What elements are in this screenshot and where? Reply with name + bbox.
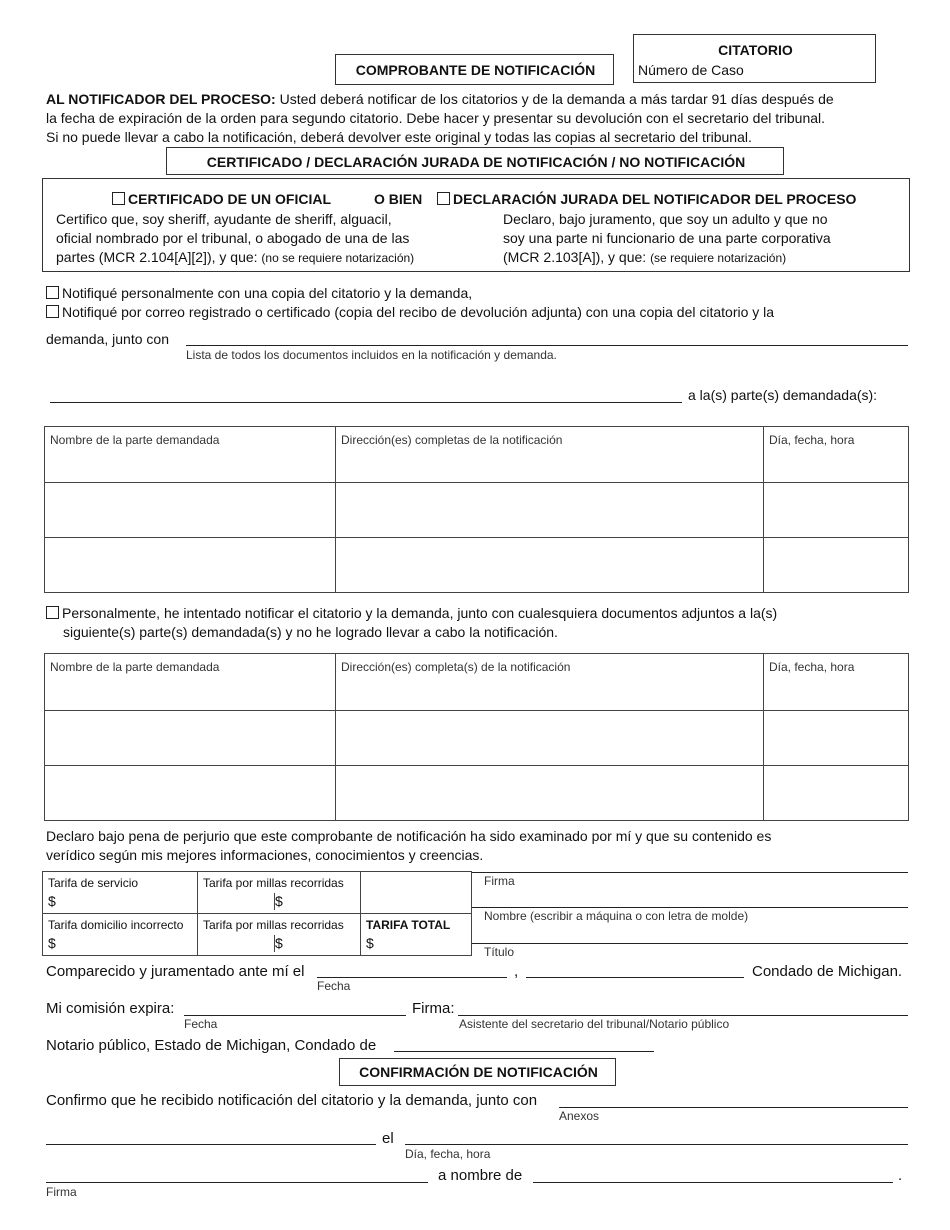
table-row (43, 872, 472, 914)
personal-service-option (46, 285, 472, 301)
notary-public-label: Notario público, Estado de Michigan, Condado de (46, 1037, 377, 1054)
proof-of-service-title-box (335, 54, 614, 85)
instructions-line3: Si no puede llevar a cabo la notificación, deberá devolver este original y todas las copias al secretario del tribunal. (46, 129, 752, 145)
mail-service-option (46, 304, 774, 320)
incorrect-address-fee-label: Tarifa domicilio incorrecto (48, 918, 184, 932)
table-header-date: Día, fecha, hora (764, 427, 909, 483)
period: . (898, 1167, 903, 1184)
server-note: (se requiere notarización) (650, 251, 787, 265)
total-fee-currency: $ (366, 935, 374, 951)
attempted-line2: siguiente(s) parte(s) demandada(s) y no he logrado llevar a cabo la notificación. (63, 624, 558, 640)
total-fee-cell[interactable] (361, 914, 472, 956)
acknowledgment-signature-line[interactable] (46, 1182, 428, 1183)
officer-heading (112, 191, 331, 207)
acknowledgment-title-box (339, 1058, 616, 1086)
acknowledgment-title: CONFIRMACIÓN DE NOTIFICACIÓN (359, 1064, 598, 1080)
county-michigan-label: Condado de Michigan. (752, 963, 903, 980)
day-date-time-caption: Día, fecha, hora (405, 1147, 491, 1161)
instructions-line2: la fecha de expiración de la orden para segundo citatorio. Debe hacer y presentar su devolución con el secretario del tribunal. (46, 110, 826, 126)
case-number-label: Número de Caso (638, 62, 744, 78)
table-cell[interactable] (45, 483, 336, 538)
personal-service-text: Notifiqué personalmente con una copia del citatorio y la demanda, (62, 285, 473, 301)
attachments-caption: Anexos (559, 1109, 600, 1123)
clerk-notary-caption: Asistente del secretario del tribunal/Notario público (459, 1017, 730, 1031)
blank-cell (361, 872, 472, 914)
perjury-line1: Declaro bajo pena de perjurio que este comprobante de notificación ha sido examinado por mí y que su contenido es (46, 828, 772, 844)
sworn-date-caption: Fecha (317, 979, 351, 993)
service-table (44, 426, 909, 593)
mileage-fee-cell-2[interactable] (198, 914, 361, 956)
table-header-address: Dirección(es) completa(s) de la notificación (336, 654, 764, 711)
server-name-line[interactable] (472, 907, 908, 908)
documents-caption: Lista de todos los documentos incluidos en la notificación y demanda. (186, 348, 557, 362)
table-row (43, 914, 472, 956)
acknowledgment-line-2[interactable] (46, 1144, 376, 1145)
sworn-before-label: Comparecido y juramentado ante mí el (46, 963, 305, 980)
table-cell[interactable] (764, 766, 909, 821)
table-cell[interactable] (336, 483, 764, 538)
table-row (45, 427, 909, 483)
commission-expires-label: Mi comisión expira: (46, 1000, 175, 1017)
server-text (503, 210, 831, 268)
personal-service-checkbox[interactable] (46, 286, 59, 299)
documents-line[interactable] (186, 345, 908, 346)
certificate-banner (166, 147, 784, 175)
server-title-label: Título (484, 945, 515, 959)
table-header-defendant: Nombre de la parte demandada (45, 427, 336, 483)
service-fee-currency: $ (48, 893, 56, 909)
server-heading (437, 191, 856, 207)
table-cell[interactable] (45, 766, 336, 821)
table-row (45, 483, 909, 538)
notary-county-line[interactable] (394, 1051, 654, 1052)
mail-service-text: Notifiqué por correo registrado o certificado (copia del recibo de devolución adjunta) con una copia del citatorio y la (62, 304, 775, 320)
together-with-label: demanda, junto con (46, 331, 169, 347)
officer-line1: Certifico que, soy sheriff, ayudante de sheriff, alguacil, (56, 211, 392, 227)
mileage-divider-2 (274, 935, 275, 952)
acknowledgment-line: Confirmo que he recibido notificación del citatorio y la demanda, junto con (46, 1092, 538, 1109)
table-row (45, 654, 909, 711)
server-name-label: Nombre (escribir a máquina o con letra de molde) (484, 909, 749, 923)
table-header-address: Dirección(es) completas de la notificación (336, 427, 764, 483)
mail-service-checkbox[interactable] (46, 305, 59, 318)
officer-line2: oficial nombrado por el tribunal, o abogado de una de las (56, 230, 410, 246)
acknowledgment-signature-caption: Firma (46, 1185, 77, 1199)
table-row (45, 766, 909, 821)
table-cell[interactable] (764, 711, 909, 766)
instructions-line1: Usted deberá notificar de los citatorios y de la demanda a más tardar 91 días después de (275, 91, 834, 107)
incorrect-address-fee-cell[interactable] (43, 914, 198, 956)
server-line1: Declaro, bajo juramento, que soy un adulto y que no (503, 211, 828, 227)
commission-date-line[interactable] (184, 1015, 406, 1016)
on-label: el (382, 1130, 394, 1147)
officer-text (56, 210, 414, 268)
attempted-service-option (46, 604, 777, 642)
day-date-time-line[interactable] (405, 1144, 908, 1145)
service-fee-cell[interactable] (43, 872, 198, 914)
perjury-line2: verídico según mis mejores informaciones, conocimientos y creencias. (46, 847, 484, 863)
attempted-service-checkbox[interactable] (46, 606, 59, 619)
table-row (45, 711, 909, 766)
officer-heading-text: CERTIFICADO DE UN OFICIAL (128, 191, 331, 207)
mileage-fee-currency-2: $ (275, 935, 283, 951)
notary-signature-label: Firma: (412, 1000, 455, 1017)
table-cell[interactable] (45, 711, 336, 766)
or-label: O BIEN (374, 191, 423, 207)
mileage-fee-label-2: Tarifa por millas recorridas (203, 918, 344, 932)
officer-line3: partes (MCR 2.104[A][2]), y que: (56, 249, 262, 265)
citatorio-label: CITATORIO (718, 42, 793, 58)
officer-checkbox[interactable] (112, 192, 125, 205)
notary-signature-line[interactable] (458, 1015, 908, 1016)
mileage-fee-label: Tarifa por millas recorridas (203, 876, 344, 890)
incorrect-address-fee-currency: $ (48, 935, 56, 951)
instructions (46, 90, 926, 147)
total-fee-label: TARIFA TOTAL (366, 918, 451, 932)
attempted-line1: Personalmente, he intentado notificar el citatorio y la demanda, junto con cualesquiera documentos adjuntos a la(s) (62, 605, 778, 621)
to-parties-label: a la(s) parte(s) demandada(s): (688, 387, 878, 403)
table-cell[interactable] (336, 711, 764, 766)
server-title-line[interactable] (472, 943, 908, 944)
mileage-divider (274, 893, 275, 910)
proof-of-service-title: COMPROBANTE DE NOTIFICACIÓN (355, 62, 596, 78)
table-header-date: Día, fecha, hora (764, 654, 909, 711)
server-heading-text: DECLARACIÓN JURADA DEL NOTIFICADOR DEL PROCESO (453, 191, 857, 207)
table-row (45, 538, 909, 593)
officer-note: (no se requiere notarización) (261, 251, 415, 265)
mileage-fee-cell[interactable] (198, 872, 361, 914)
county-line[interactable] (526, 977, 744, 978)
attachments-line[interactable] (559, 1107, 908, 1108)
table-cell[interactable] (336, 538, 764, 593)
certificate-banner-text: CERTIFICADO / DECLARACIÓN JURADA DE NOTIFICACIÓN / NO NOTIFICACIÓN (206, 154, 746, 170)
table-header-defendant: Nombre de la parte demandada (45, 654, 336, 711)
sworn-date-line[interactable] (317, 977, 507, 978)
non-service-table (44, 653, 909, 821)
service-fee-label: Tarifa de servicio (48, 876, 139, 890)
sworn-comma: , (514, 963, 519, 980)
mileage-fee-currency: $ (275, 893, 283, 909)
table-cell[interactable] (764, 538, 909, 593)
table-cell[interactable] (764, 483, 909, 538)
on-behalf-of-label: a nombre de (438, 1167, 523, 1184)
commission-date-caption: Fecha (184, 1017, 218, 1031)
server-signature-line[interactable] (472, 872, 908, 873)
instructions-lead: AL NOTIFICADOR DEL PROCESO: (46, 91, 276, 107)
fees-table (42, 871, 472, 956)
server-signature-label: Firma (484, 874, 515, 888)
server-line3: (MCR 2.103[A]), y que: (503, 249, 651, 265)
table-cell[interactable] (336, 766, 764, 821)
case-box (633, 34, 876, 83)
documents-line-2[interactable] (50, 402, 682, 403)
server-checkbox[interactable] (437, 192, 450, 205)
server-line2: soy una parte ni funcionario de una parte corporativa (503, 230, 831, 246)
table-cell[interactable] (45, 538, 336, 593)
perjury-statement (46, 827, 771, 865)
on-behalf-of-line[interactable] (533, 1182, 893, 1183)
